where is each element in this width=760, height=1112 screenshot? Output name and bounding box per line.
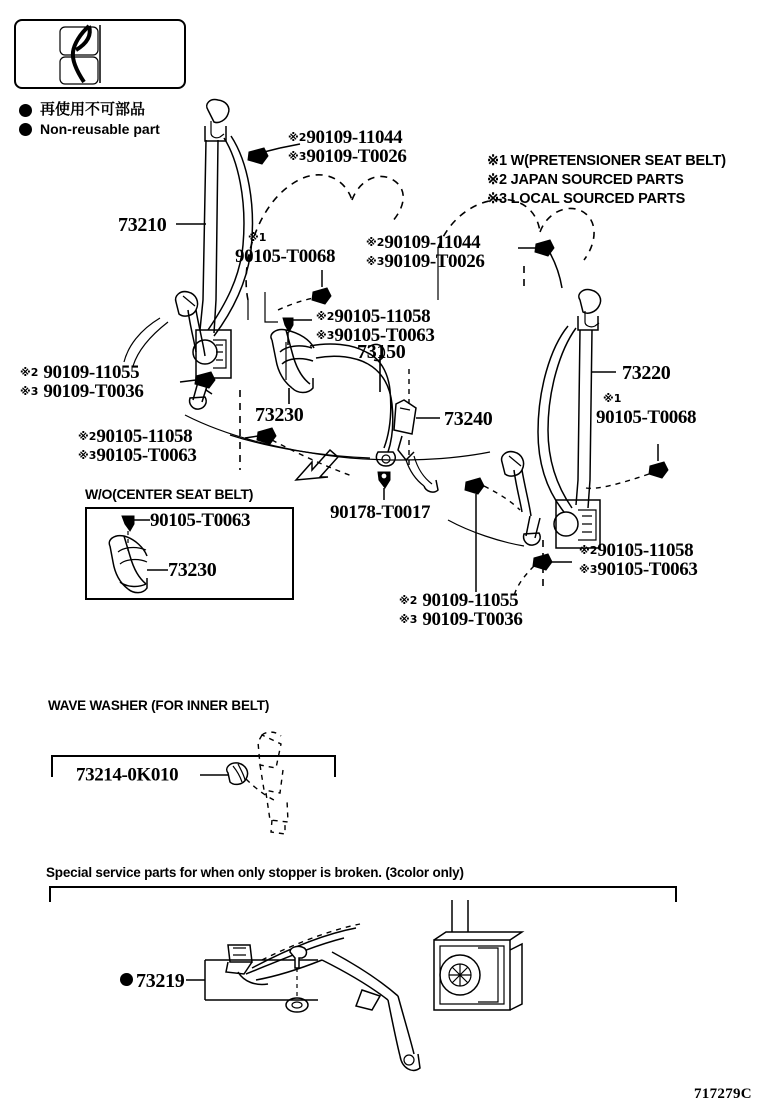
part-number: 90105-11058 (96, 426, 193, 447)
mark-3: ※3 (399, 613, 418, 626)
mark-3: ※3 (20, 385, 39, 398)
part-number: 90105-T0063 (597, 559, 698, 580)
mark-2: ※2 (288, 131, 307, 144)
mark-3: ※3 (78, 449, 97, 462)
document-id: 717279C (694, 1086, 752, 1102)
mark-3: ※3 (316, 329, 335, 342)
label-73230-main: 73230 (255, 404, 304, 426)
legend-english-text: Non-reusable part (40, 121, 160, 137)
mark-3: ※3 (288, 150, 307, 163)
mark-2: ※2 (20, 366, 39, 379)
mark-1: ※1 (248, 231, 267, 244)
label-73210: 73210 (118, 214, 167, 236)
part-number: 90109-11055 (422, 590, 519, 611)
label-73220: 73220 (622, 362, 671, 384)
part-number: 90105-11058 (597, 540, 694, 561)
label-73150: 73150 (357, 341, 406, 363)
mark-3: ※3 (579, 563, 598, 576)
note-japan-sourced: ※2 JAPAN SOURCED PARTS (487, 172, 684, 188)
part-number: 90109-T0036 (43, 381, 144, 402)
part-number: 90109-11055 (43, 362, 140, 383)
section-title-wave-washer: WAVE WASHER (FOR INNER BELT) (48, 698, 270, 713)
mark-3: ※3 (366, 255, 385, 268)
mark-2: ※2 (399, 594, 418, 607)
part-number: 90105-T0068 (596, 407, 697, 428)
part-number: 90105-T0068 (235, 246, 336, 267)
mark-2: ※2 (579, 544, 598, 557)
label-73219: 73219 (136, 970, 185, 992)
part-number: 90109-T0036 (422, 609, 523, 630)
part-number: 90105-11058 (334, 306, 431, 327)
part-number: 90105-T0063 (96, 445, 197, 466)
label-73240: 73240 (444, 408, 493, 430)
part-number: 90105-T0063 (334, 325, 435, 346)
part-number: 90109-T0026 (384, 251, 485, 272)
section-title-special-service: Special service parts for when only stopper is broken. (3color only) (46, 865, 464, 880)
mark-1: ※1 (603, 392, 622, 405)
inset-label-90105-T0063: 90105-T0063 (150, 510, 251, 531)
non-reusable-bullet-73219 (120, 973, 133, 986)
mark-2: ※2 (78, 430, 97, 443)
mark-2: ※2 (366, 236, 385, 249)
label-73214-0K010: 73214-0K010 (76, 764, 179, 786)
inset-title-wo-center-seat-belt: W/O(CENTER SEAT BELT) (85, 486, 254, 502)
label-90178-T0017: 90178-T0017 (330, 502, 431, 523)
part-number: 90109-11044 (306, 127, 403, 148)
note-local-sourced: ※3 LOCAL SOURCED PARTS (487, 191, 686, 207)
note-pretensioner: ※1 W(PRETENSIONER SEAT BELT) (487, 153, 726, 169)
legend-japanese-text: 再使用不可部品 (40, 100, 146, 118)
part-number: 90109-11044 (384, 232, 481, 253)
mark-2: ※2 (316, 310, 335, 323)
inset-label-73230: 73230 (168, 559, 217, 581)
part-number: 90109-T0026 (306, 146, 407, 167)
